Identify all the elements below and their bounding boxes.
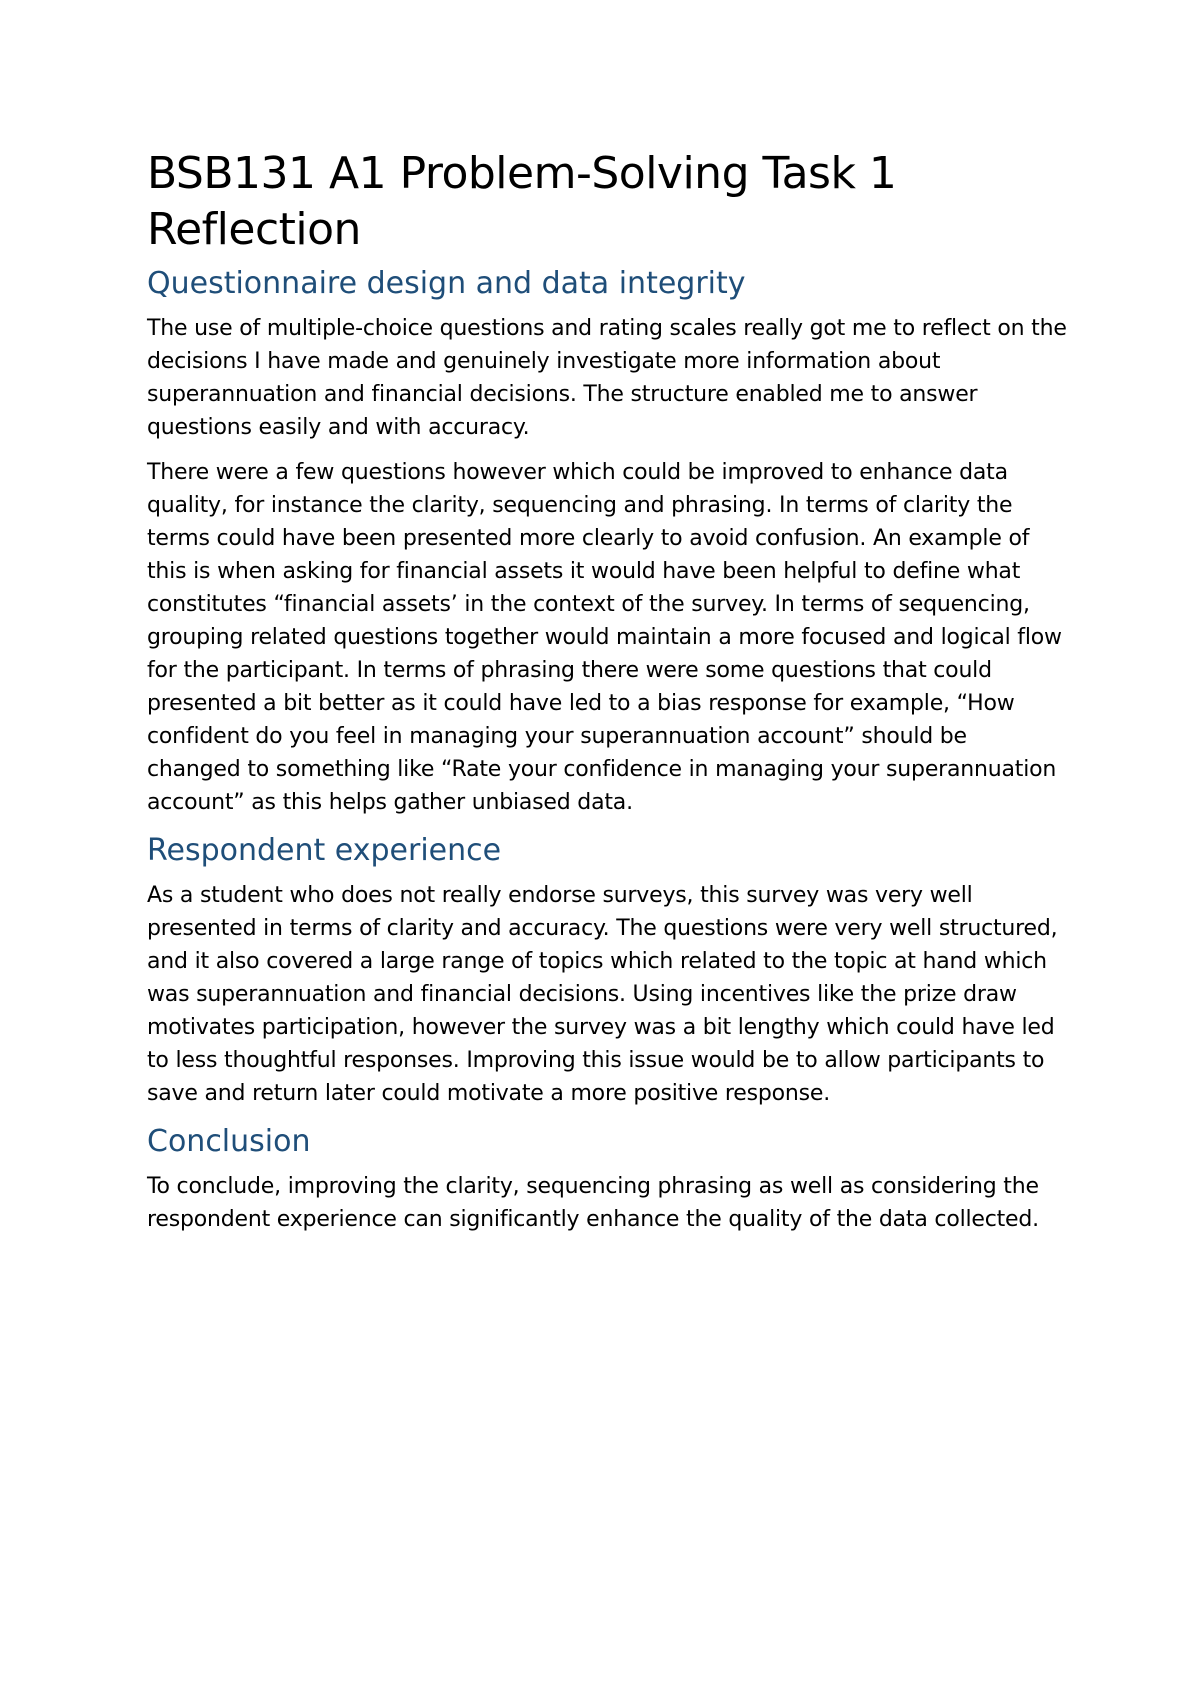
section-conclusion [147, 1122, 1067, 1236]
section-respondent-experience [147, 831, 1067, 1110]
paragraph: There were a few questions however which could be improved to enhance data quality, for instance the clarity, sequencing and phrasing. In terms of clarity the terms could have been presented more clearly to avoid confusion. An example of this is when asking for financial assets it would have been helpful to define what constitutes “financial assets’ in the context of the survey. In terms of sequencing, grouping related questions together would maintain a more focused and logical flow for the participant. In terms of phrasing there were some questions that could presented a bit better as it could have led to a bias response for example, “How confident do you feel in managing your superannuation account” should be changed to something like “Rate your confidence in managing your superannuation account” as this helps gather unbiased data. [147, 460, 1062, 815]
document-title: BSB131 A1 Problem-Solving Task 1 Reflection [147, 148, 897, 255]
section-questionnaire-design [147, 264, 1067, 819]
section-heading: Questionnaire design and data integrity [147, 266, 746, 301]
document-page [147, 146, 1067, 1248]
paragraph: To conclude, improving the clarity, sequencing phrasing as well as considering the respondent experience can significantly enhance the quality of the data collected. [147, 1174, 1039, 1232]
section-heading: Respondent experience [147, 833, 502, 868]
paragraph: As a student who does not really endorse surveys, this survey was very well presented in terms of clarity and accuracy. The questions were very well structured, and it also covered a large range of topics which related to the topic at hand which was superannuation and financial decisions. Using incentives like the prize draw motivates participation, however the survey was a bit lengthy which could have led to less thoughtful responses. Improving this issue would be to allow participants to save and return later could motivate a more positive response. [147, 883, 1058, 1106]
section-heading: Conclusion [147, 1124, 311, 1159]
paragraph: The use of multiple-choice questions and rating scales really got me to reflect on the decisions I have made and genuinely investigate more information about superannuation and financial decisions. The structure enabled me to answer questions easily and with accuracy. [147, 316, 1067, 440]
